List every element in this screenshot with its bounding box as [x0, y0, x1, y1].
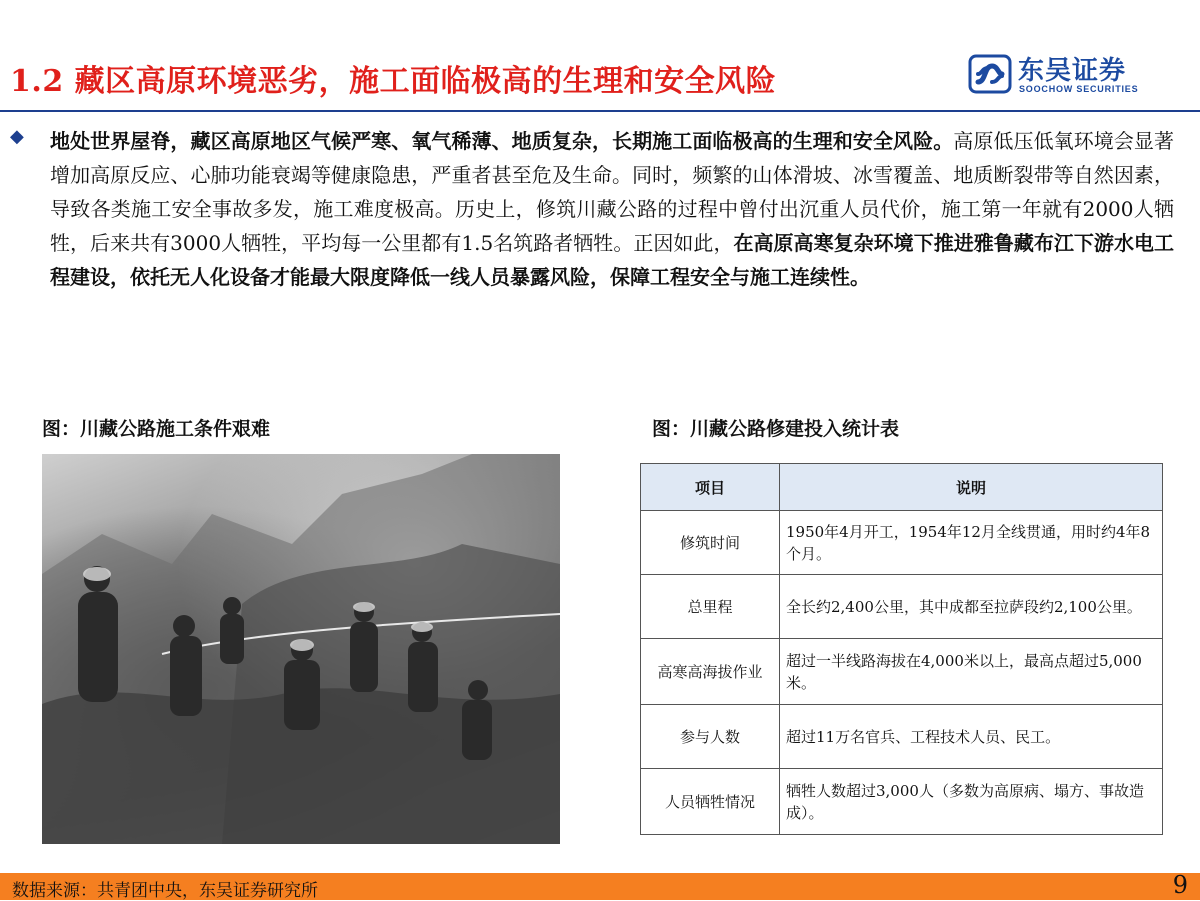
page-title: 1.2 藏区高原环境恶劣，施工面临极高的生理和安全风险	[10, 64, 777, 99]
figure-right-caption: 图：川藏公路修建投入统计表	[652, 418, 900, 440]
investment-stats-table	[640, 463, 1163, 835]
diamond-bullet-icon: ◆	[10, 126, 24, 147]
body-text: 高原低压低氧环境会显著增加高原反应、心肺功能衰竭等健康隐患，严重者甚至危及生命。同时，频繁的山体滑坡、冰雪覆盖、地质断裂带等自然因素，导致各类施工安全事故多发，施工难度极高。历史上，修筑川藏公路的过程中曾付出沉重人员代价，施工第一年就有2000人牺牲，后来共有3000人牺牲，平均每一公里都有1.5名筑路者牺牲。正因如此，	[50, 129, 1175, 255]
header-description: 说明	[780, 464, 1163, 511]
table-row	[641, 769, 1163, 835]
page-number: 9	[1172, 871, 1188, 899]
body-bold-conclusion: 在高原高寒复杂环境下推进雅鲁藏布江下游水电工程建设，依托无人化设备才能最大限度降低一线人员暴露风险，保障工程安全与施工连续性。	[50, 231, 1174, 289]
row-value: 全长约2,400公里，其中成都至拉萨段约2,100公里。	[780, 575, 1163, 639]
soochow-logo-icon	[968, 54, 1012, 94]
body-paragraph	[50, 124, 1174, 294]
workers-on-cliff-image	[42, 454, 560, 844]
table-row	[641, 705, 1163, 769]
footer-bar	[0, 873, 1200, 900]
row-value: 牺牲人数超过3,000人（多数为高原病、塌方、事故造成）。	[780, 769, 1163, 835]
body-bold-lead: 地处世界屋脊，藏区高原地区气候严寒、氧气稀薄、地质复杂，长期施工面临极高的生理和安全风险。	[50, 129, 954, 153]
row-label: 参与人数	[641, 705, 780, 769]
row-label: 修筑时间	[641, 511, 780, 575]
table-row	[641, 639, 1163, 705]
row-label: 总里程	[641, 575, 780, 639]
table-row	[641, 575, 1163, 639]
row-value: 超过一半线路海拔在4,000米以上，最高点超过5,000米。	[780, 639, 1163, 705]
logo-english-name: SOOCHOW SECURITIES	[1019, 84, 1139, 94]
road-construction-photo	[42, 454, 560, 844]
header-item: 项目	[641, 464, 780, 511]
row-value: 1950年4月开工，1954年12月全线贯通，用时约4年8个月。	[780, 511, 1163, 575]
logo-chinese-name: 东吴证券	[1018, 56, 1127, 86]
row-label: 人员牺牲情况	[641, 769, 780, 835]
row-value: 超过11万名官兵、工程技术人员、民工。	[780, 705, 1163, 769]
table-header-row	[641, 464, 1163, 511]
figure-left-caption: 图：川藏公路施工条件艰难	[42, 418, 271, 440]
header-divider	[0, 110, 1200, 112]
data-source: 数据来源：共青团中央，东吴证券研究所	[12, 881, 318, 901]
row-label: 高寒高海拔作业	[641, 639, 780, 705]
company-logo	[968, 52, 1158, 98]
table-row	[641, 511, 1163, 575]
